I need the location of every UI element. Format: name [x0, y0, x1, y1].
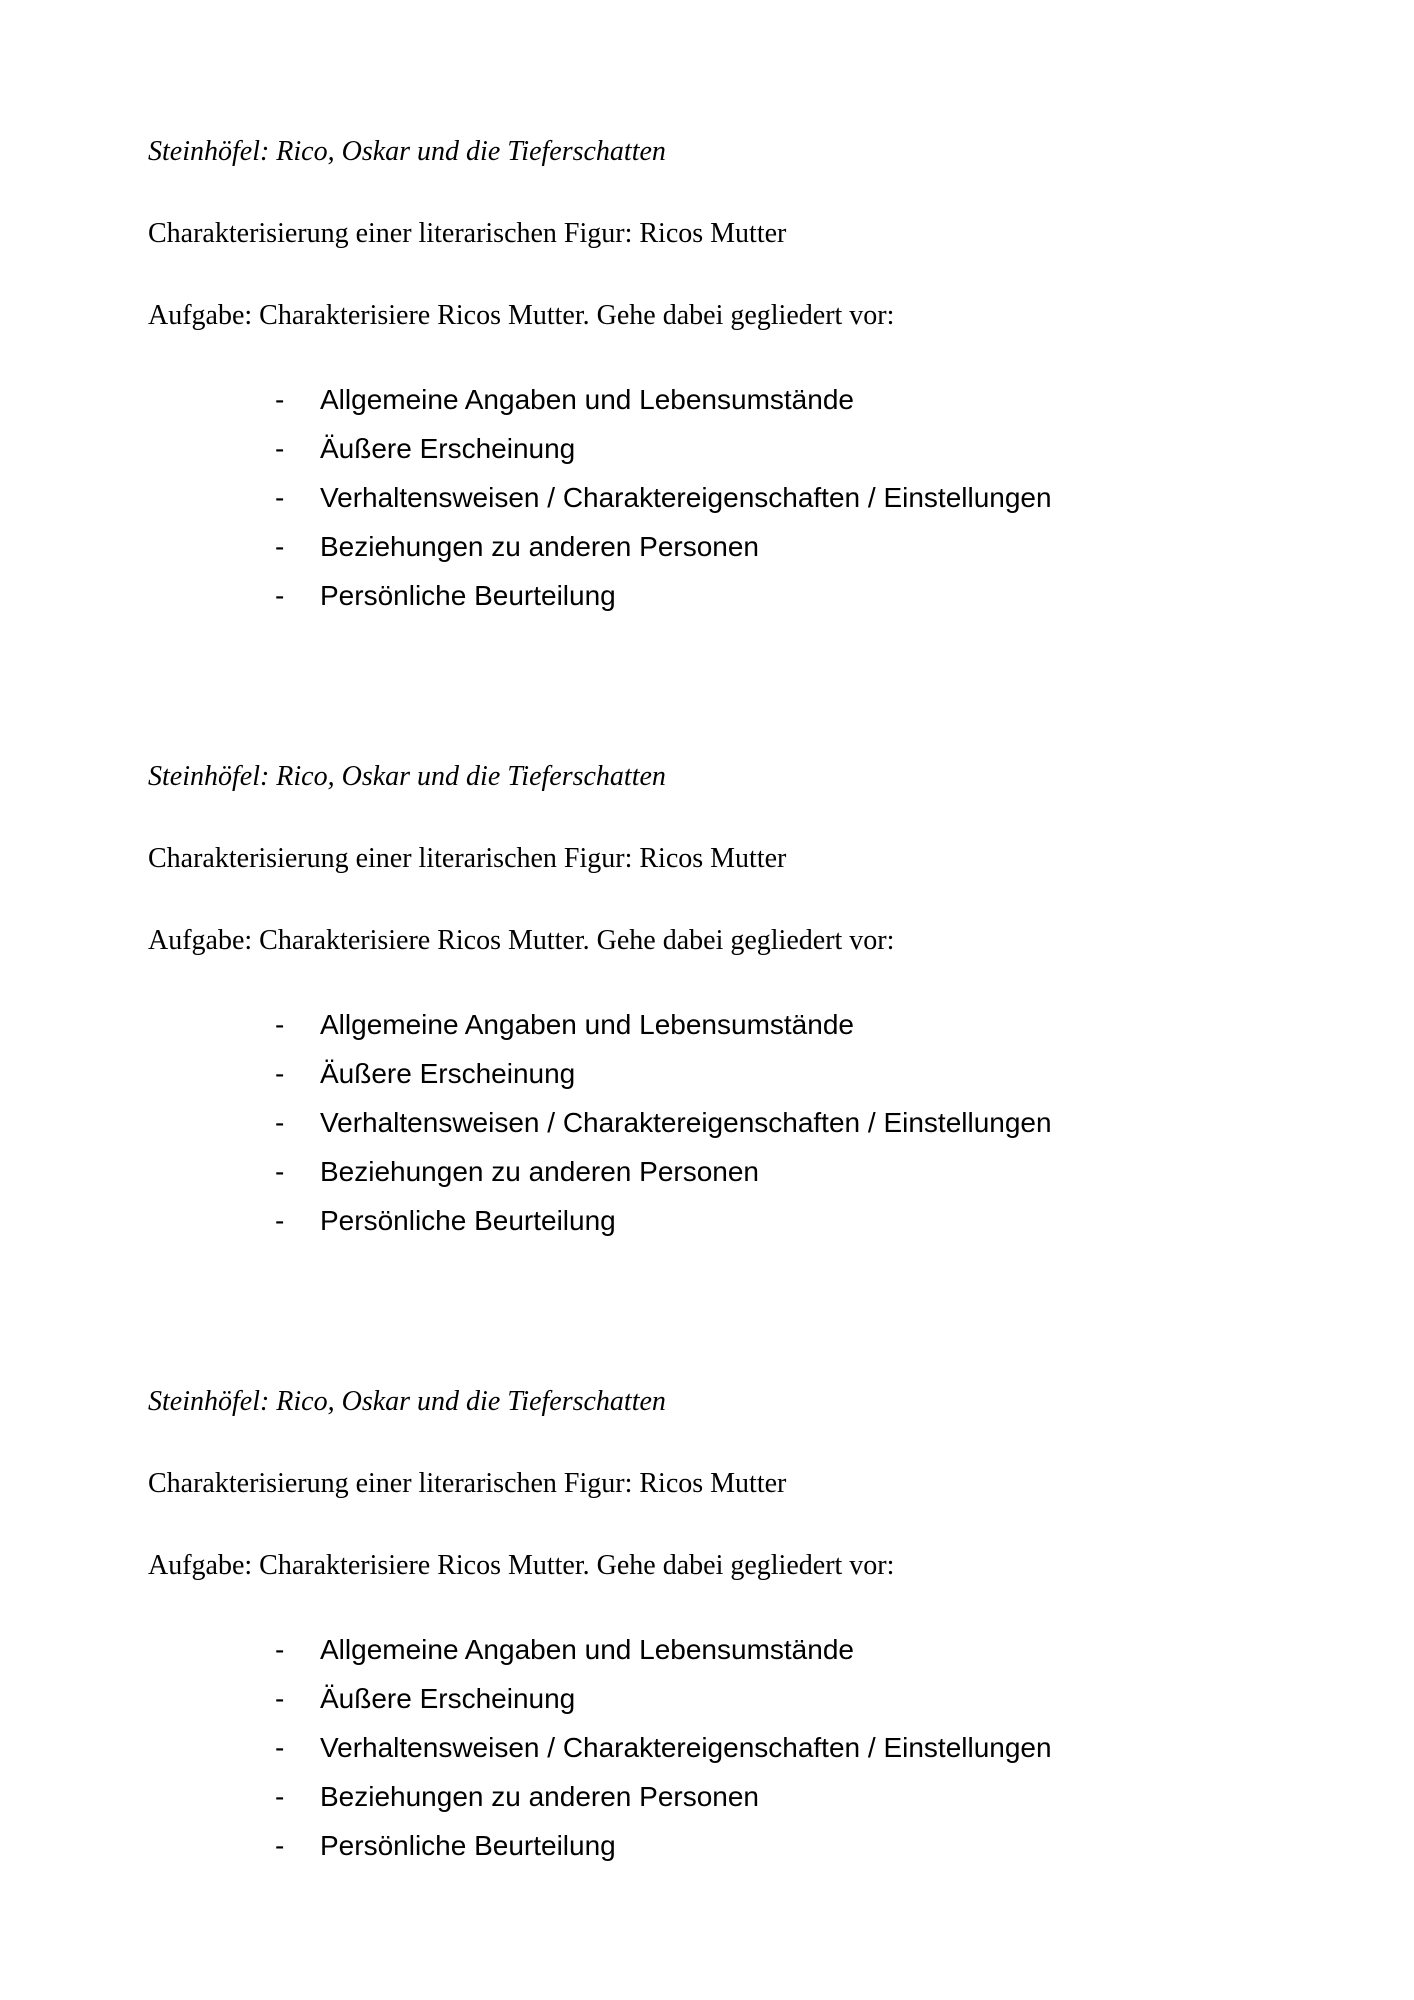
worksheet-block-1	[148, 135, 1268, 620]
bullet-dash: -	[275, 482, 285, 513]
list-item	[148, 1821, 1268, 1870]
bullet-dash: -	[275, 1732, 285, 1763]
list-item	[148, 1674, 1268, 1723]
list-item	[148, 1098, 1268, 1147]
list-item	[148, 1625, 1268, 1674]
criteria-list	[148, 375, 1268, 620]
list-item	[148, 1049, 1268, 1098]
list-item-label: Äußere Erscheinung	[320, 433, 576, 464]
source-title: Steinhöfel: Rico, Oskar und die Tieferschatten	[148, 136, 666, 167]
source-title: Steinhöfel: Rico, Oskar und die Tieferschatten	[148, 1386, 666, 1417]
bullet-dash: -	[275, 1634, 285, 1665]
worksheet-heading: Charakterisierung einer literarischen Figur: Ricos Mutter	[148, 1468, 787, 1499]
list-item-label: Äußere Erscheinung	[320, 1683, 576, 1714]
worksheet-heading: Charakterisierung einer literarischen Figur: Ricos Mutter	[148, 843, 787, 874]
list-item	[148, 1147, 1268, 1196]
criteria-list	[148, 1625, 1268, 1870]
list-item	[148, 1772, 1268, 1821]
bullet-dash: -	[275, 1156, 285, 1187]
bullet-dash: -	[275, 433, 285, 464]
source-title: Steinhöfel: Rico, Oskar und die Tieferschatten	[148, 761, 666, 792]
bullet-dash: -	[275, 1009, 285, 1040]
list-item-label: Allgemeine Angaben und Lebensumstände	[320, 1009, 854, 1040]
list-item	[148, 571, 1268, 620]
task-instruction: Aufgabe: Charakterisiere Ricos Mutter. Gehe dabei gegliedert vor:	[148, 300, 895, 331]
list-item	[148, 473, 1268, 522]
bullet-dash: -	[275, 1683, 285, 1714]
list-item-label: Beziehungen zu anderen Personen	[320, 1781, 760, 1812]
list-item-label: Äußere Erscheinung	[320, 1058, 576, 1089]
bullet-dash: -	[275, 1058, 285, 1089]
list-item-label: Persönliche Beurteilung	[320, 580, 616, 611]
task-instruction: Aufgabe: Charakterisiere Ricos Mutter. Gehe dabei gegliedert vor:	[148, 925, 895, 956]
list-item-label: Allgemeine Angaben und Lebensumstände	[320, 1634, 854, 1665]
list-item	[148, 1723, 1268, 1772]
criteria-list	[148, 1000, 1268, 1245]
list-item-label: Allgemeine Angaben und Lebensumstände	[320, 384, 854, 415]
list-item-label: Persönliche Beurteilung	[320, 1205, 616, 1236]
bullet-dash: -	[275, 580, 285, 611]
bullet-dash: -	[275, 1205, 285, 1236]
bullet-dash: -	[275, 1830, 285, 1861]
list-item-label: Verhaltensweisen / Charaktereigenschaften / Einstellungen	[320, 482, 1052, 513]
worksheet-block-3	[148, 1385, 1268, 1870]
list-item	[148, 375, 1268, 424]
bullet-dash: -	[275, 1107, 285, 1138]
list-item-label: Verhaltensweisen / Charaktereigenschaften / Einstellungen	[320, 1732, 1052, 1763]
list-item-label: Beziehungen zu anderen Personen	[320, 1156, 760, 1187]
list-item-label: Persönliche Beurteilung	[320, 1830, 616, 1861]
list-item-label: Verhaltensweisen / Charaktereigenschaften / Einstellungen	[320, 1107, 1052, 1138]
list-item	[148, 522, 1268, 571]
bullet-dash: -	[275, 1781, 285, 1812]
list-item-label: Beziehungen zu anderen Personen	[320, 531, 760, 562]
list-item	[148, 424, 1268, 473]
list-item	[148, 1000, 1268, 1049]
worksheet-heading: Charakterisierung einer literarischen Figur: Ricos Mutter	[148, 218, 787, 249]
worksheet-block-2	[148, 760, 1268, 1245]
task-instruction: Aufgabe: Charakterisiere Ricos Mutter. Gehe dabei gegliedert vor:	[148, 1550, 895, 1581]
bullet-dash: -	[275, 531, 285, 562]
list-item	[148, 1196, 1268, 1245]
bullet-dash: -	[275, 384, 285, 415]
